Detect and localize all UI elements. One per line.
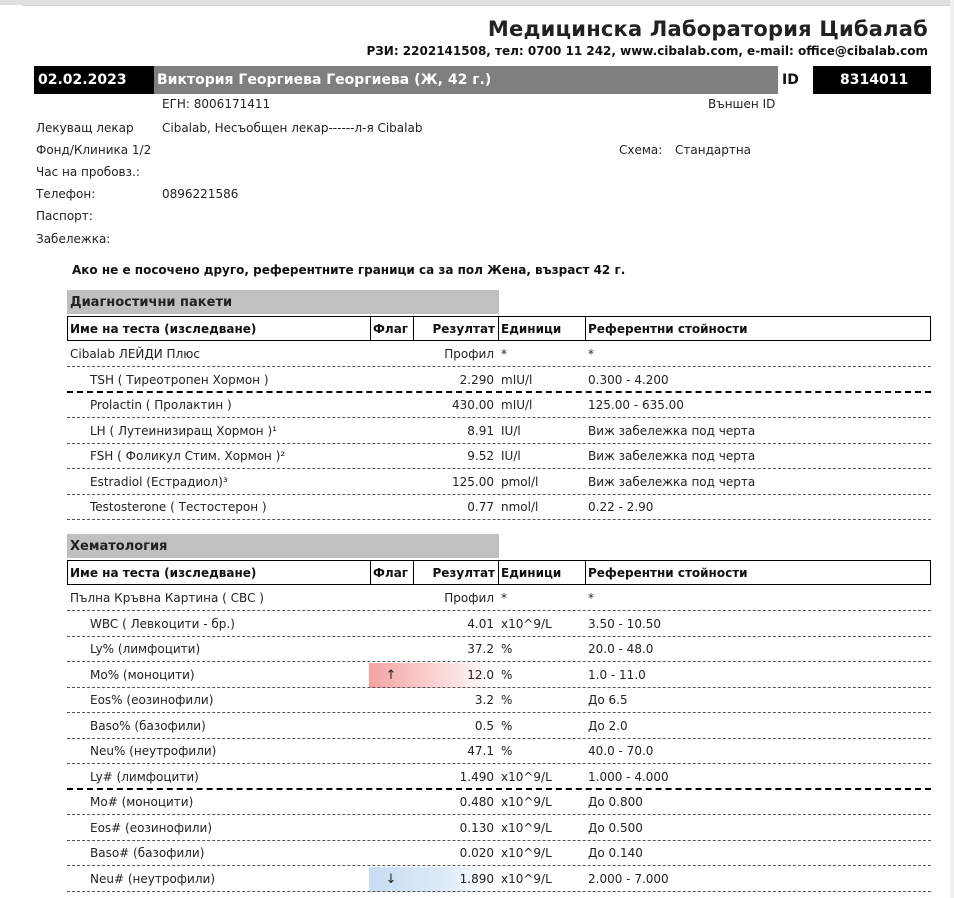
fund-label: Фонд/Клиника 1/2 xyxy=(36,143,152,157)
report-top-border xyxy=(22,5,950,6)
test-name: Baso% (базофили) xyxy=(90,718,206,733)
flag-cell xyxy=(369,790,413,815)
units-value: x10^9/L xyxy=(501,616,552,631)
col-reference-header: Референтни стойности xyxy=(588,566,748,580)
reference-value: 125.00 - 635.00 xyxy=(588,398,684,412)
section-title: Диагностични пакети xyxy=(67,290,499,314)
result-value: 4.01 xyxy=(467,616,494,631)
window-right-edge xyxy=(950,0,954,898)
column-divider xyxy=(413,317,414,340)
table-row xyxy=(67,393,931,418)
table-row xyxy=(67,368,931,393)
column-divider xyxy=(498,317,499,340)
table-row xyxy=(67,841,931,866)
flag-cell xyxy=(369,586,413,611)
test-name: Estradiol (Естрадиол)³ xyxy=(90,474,228,489)
col-result-header: Резултат xyxy=(432,566,495,580)
reference-note: Ако не е посочено друго, референтните граници са за пол Жена, възраст 42 г. xyxy=(72,263,626,277)
units-value: nmol/l xyxy=(501,500,539,514)
units-value: IU/l xyxy=(501,423,521,438)
result-value: 1.890 xyxy=(459,871,494,886)
row-separator xyxy=(67,519,931,520)
table-row xyxy=(67,816,931,841)
reference-value: До 0.140 xyxy=(588,846,643,860)
col-units-header: Единици xyxy=(501,566,562,580)
scheme-value: Стандартна xyxy=(675,143,752,157)
units-value: % xyxy=(501,642,513,656)
arrow-down-icon: ↓ xyxy=(385,871,397,887)
external-id-label: Външен ID xyxy=(708,97,776,111)
units-value: x10^9/L xyxy=(501,795,552,809)
result-value: 3.2 xyxy=(474,693,494,707)
reference-value: 40.0 - 70.0 xyxy=(588,744,654,758)
flag-cell xyxy=(369,714,413,739)
result-value: 47.1 xyxy=(467,744,494,758)
test-name: Prolactin ( Пролактин ) xyxy=(90,398,232,412)
flag-cell xyxy=(369,765,413,790)
result-value: 2.290 xyxy=(459,372,494,387)
row-separator xyxy=(67,891,931,892)
reference-value: Виж забележка под черта xyxy=(588,449,756,463)
scheme-label: Схема: xyxy=(619,143,663,157)
test-name: WBC ( Левкоцити - бр.) xyxy=(90,616,235,631)
col-result-header: Резултат xyxy=(432,322,495,336)
units-value: % xyxy=(501,667,513,682)
table-row xyxy=(67,419,931,444)
flag-cell xyxy=(369,419,413,444)
reference-value: * xyxy=(588,347,594,361)
report-date: 02.02.2023 xyxy=(34,66,156,94)
table-row xyxy=(67,765,931,790)
result-value: Профил xyxy=(444,591,494,605)
flag-cell xyxy=(369,393,413,418)
column-divider xyxy=(370,561,371,584)
reference-value: * xyxy=(588,591,594,605)
flag-cell xyxy=(369,637,413,662)
flag-cell xyxy=(369,841,413,866)
reference-value: До 0.800 xyxy=(588,795,643,809)
passport-label: Паспорт: xyxy=(36,209,93,223)
col-flag-header: Флаг xyxy=(373,322,409,336)
reference-value: 3.50 - 10.50 xyxy=(588,616,662,631)
col-reference-header: Референтни стойности xyxy=(588,322,748,336)
units-value: x10^9/L xyxy=(501,871,552,886)
flag-cell xyxy=(369,495,413,520)
units-value: % xyxy=(501,693,513,707)
table-row xyxy=(67,637,931,662)
result-value: 125.00 xyxy=(452,474,494,489)
table-header xyxy=(67,560,931,585)
col-flag-header: Флаг xyxy=(373,566,409,580)
reference-value: Виж забележка под черта xyxy=(588,423,756,438)
flag-cell xyxy=(369,444,413,469)
units-value: x10^9/L xyxy=(501,846,552,860)
column-divider xyxy=(498,561,499,584)
units-value: IU/l xyxy=(501,449,521,463)
table-row xyxy=(67,714,931,739)
arrow-up-icon: ↑ xyxy=(385,667,397,683)
test-name: Eos# (еозинофили) xyxy=(90,820,213,835)
section-title: Хематология xyxy=(67,534,499,558)
units-value: * xyxy=(501,591,507,605)
table-row xyxy=(67,612,931,637)
units-value: x10^9/L xyxy=(501,769,552,784)
reference-value: До 2.0 xyxy=(588,718,628,733)
test-name: Neu# (неутрофили) xyxy=(90,871,216,886)
flag-cell xyxy=(369,368,413,393)
flag-cell xyxy=(369,342,413,367)
test-name: Mo% (моноцити) xyxy=(90,667,195,682)
table-row xyxy=(67,663,931,688)
table-row xyxy=(67,470,931,495)
patient-header xyxy=(34,66,931,94)
test-name: Mo# (моноцити) xyxy=(90,795,194,809)
units-value: x10^9/L xyxy=(501,820,552,835)
doctor-label: Лекуващ лекар xyxy=(36,121,134,135)
column-divider xyxy=(585,561,586,584)
reference-value: 1.0 - 11.0 xyxy=(588,667,646,682)
test-name: Eos% (еозинофили) xyxy=(90,693,214,707)
result-value: 430.00 xyxy=(452,398,494,412)
table-row xyxy=(67,688,931,713)
reference-value: Виж забележка под черта xyxy=(588,474,756,489)
flag-cell xyxy=(369,739,413,764)
result-value: 12.0 xyxy=(467,667,494,682)
units-value: % xyxy=(501,744,513,758)
reference-value: 20.0 - 48.0 xyxy=(588,642,654,656)
units-value: * xyxy=(501,347,507,361)
column-divider xyxy=(585,317,586,340)
sampling-time-label: Час на пробовз.: xyxy=(36,165,140,179)
reference-value: 0.22 - 2.90 xyxy=(588,500,654,514)
table-row xyxy=(67,867,931,892)
test-name: Пълна Кръвна Картина ( CBC ) xyxy=(70,591,264,605)
remark-label: Забележка: xyxy=(36,232,111,246)
patient-name: Виктория Георгиева Георгиева (Ж, 42 г.) xyxy=(154,66,778,94)
test-name: Cibalab ЛЕЙДИ Плюс xyxy=(70,347,200,361)
result-value: 9.52 xyxy=(467,449,494,463)
test-name: TSH ( Тиреотропен Хормон ) xyxy=(90,372,269,387)
test-name: Ly# (лимфоцити) xyxy=(90,769,199,784)
reference-value: До 6.5 xyxy=(588,693,628,707)
flag-cell xyxy=(369,612,413,637)
reference-value: 1.000 - 4.000 xyxy=(588,769,669,784)
lab-contacts: РЗИ: 2202141508, тел: 0700 11 242, www.cibalab.com, e-mail: office@cibalab.com xyxy=(366,44,928,58)
result-value: 1.490 xyxy=(459,769,494,784)
result-value: Профил xyxy=(444,347,494,361)
lab-title: Медицинска Лаборатория Цибалаб xyxy=(487,17,928,41)
units-value: mIU/l xyxy=(501,372,533,387)
test-name: LH ( Лутеинизиращ Хормон )¹ xyxy=(90,423,277,438)
reference-value: 2.000 - 7.000 xyxy=(588,871,669,886)
test-name: Testosterone ( Тестостерон ) xyxy=(90,500,267,514)
table-row xyxy=(67,790,931,815)
table-row xyxy=(67,342,931,367)
table-row xyxy=(67,495,931,520)
col-units-header: Единици xyxy=(501,322,562,336)
units-value: % xyxy=(501,718,513,733)
result-value: 0.5 xyxy=(474,718,494,733)
doctor-value: Cibalab, Несъобщен лекар------л-я Cibalab xyxy=(162,121,423,135)
result-value: 0.480 xyxy=(459,795,494,809)
result-value: 0.77 xyxy=(467,500,494,514)
col-name-header: Име на теста (изследване) xyxy=(70,566,257,580)
test-name: Neu% (неутрофили) xyxy=(90,744,217,758)
result-value: 37.2 xyxy=(467,642,494,656)
table-header xyxy=(67,316,931,341)
id-label: ID xyxy=(782,72,799,88)
phone-value: 0896221586 xyxy=(162,187,239,201)
reference-value: До 0.500 xyxy=(588,820,643,835)
result-value: 0.020 xyxy=(459,846,494,860)
test-name: Baso# (базофили) xyxy=(90,846,205,860)
phone-label: Телефон: xyxy=(36,187,96,201)
units-value: mIU/l xyxy=(501,398,533,412)
test-name: FSH ( Фоликул Стим. Хормон )² xyxy=(90,449,286,463)
result-value: 0.130 xyxy=(459,820,494,835)
result-value: 8.91 xyxy=(467,423,494,438)
flag-cell xyxy=(369,470,413,495)
id-value: 8314011 xyxy=(813,66,931,94)
table-row xyxy=(67,586,931,611)
flag-cell xyxy=(369,688,413,713)
reference-value: 0.300 - 4.200 xyxy=(588,372,669,387)
column-divider xyxy=(413,561,414,584)
egn-field: ЕГН: 8006171411 xyxy=(162,97,271,111)
table-row xyxy=(67,444,931,469)
col-name-header: Име на теста (изследване) xyxy=(70,322,257,336)
table-row xyxy=(67,739,931,764)
test-name: Ly% (лимфоцити) xyxy=(90,642,201,656)
flag-cell xyxy=(369,816,413,841)
column-divider xyxy=(370,317,371,340)
units-value: pmol/l xyxy=(501,474,539,489)
